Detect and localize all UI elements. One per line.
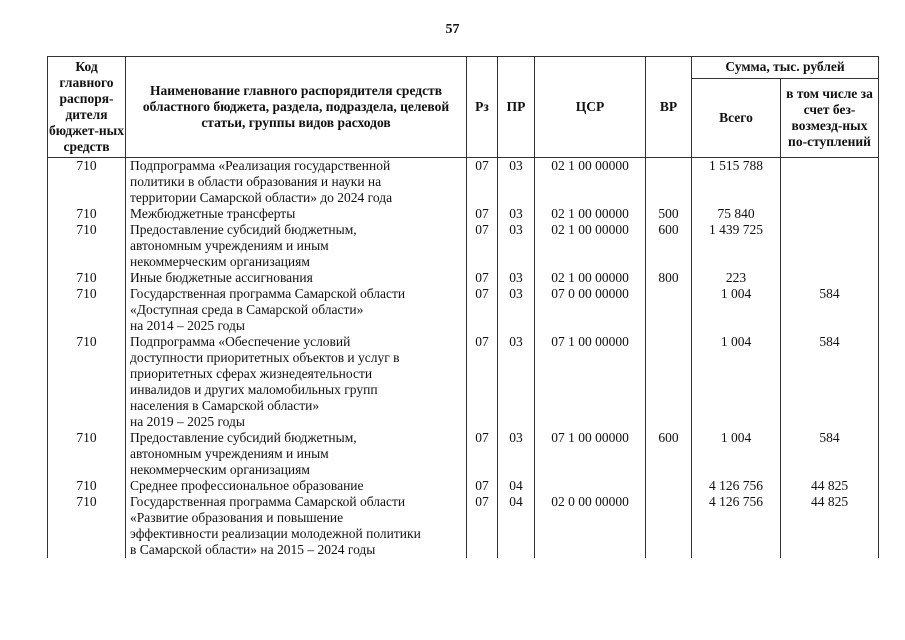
table-row <box>48 286 879 334</box>
cell-rz: 07 <box>467 222 498 270</box>
table-row <box>48 222 879 270</box>
cell-incl: 584 <box>781 430 879 478</box>
table-row <box>48 334 879 430</box>
cell-total: 1 004 <box>692 430 781 478</box>
cell-pr: 03 <box>498 334 535 430</box>
cell-name: Межбюджетные трансферты <box>126 206 467 222</box>
cell-total: 1 004 <box>692 286 781 334</box>
cell-code: 710 <box>48 334 126 430</box>
cell-vr <box>646 478 692 494</box>
cell-name: Предоставление субсидий бюджетным, автономным учреждениям и иным некоммерческим организациям <box>126 430 467 478</box>
cell-rz: 07 <box>467 158 498 207</box>
table-row <box>48 478 879 494</box>
cell-csr: 07 1 00 00000 <box>535 334 646 430</box>
cell-csr <box>535 478 646 494</box>
table-row <box>48 206 879 222</box>
cell-total: 75 840 <box>692 206 781 222</box>
cell-incl <box>781 158 879 207</box>
header-csr: ЦСР <box>535 57 646 158</box>
cell-vr: 600 <box>646 222 692 270</box>
cell-vr: 600 <box>646 430 692 478</box>
header-sum-group: Сумма, тыс. рублей <box>692 57 879 79</box>
cell-code: 710 <box>48 494 126 559</box>
header-pr: ПР <box>498 57 535 158</box>
cell-name: Подпрограмма «Обеспечение условий доступности приоритетных объектов и услуг в приоритетных сферах жизнедеятельности инвалидов и других маломобильных групп населения в Самарской области» на 2019 – 2025 годы <box>126 334 467 430</box>
cell-name: Среднее профессиональное образование <box>126 478 467 494</box>
cell-name: Иные бюджетные ассигнования <box>126 270 467 286</box>
cell-pr: 04 <box>498 494 535 559</box>
cell-rz: 07 <box>467 334 498 430</box>
cell-name: Предоставление субсидий бюджетным, автономным учреждениям и иным некоммерческим организациям <box>126 222 467 270</box>
cell-vr: 800 <box>646 270 692 286</box>
cell-total: 1 004 <box>692 334 781 430</box>
cell-total: 1 515 788 <box>692 158 781 207</box>
cell-pr: 03 <box>498 158 535 207</box>
cell-name: Государственная программа Самарской области «Доступная среда в Самарской области» на 2014 – 2025 годы <box>126 286 467 334</box>
table-row <box>48 494 879 559</box>
cell-vr <box>646 334 692 430</box>
cell-pr: 04 <box>498 478 535 494</box>
cell-csr: 02 1 00 00000 <box>535 206 646 222</box>
cell-vr <box>646 494 692 559</box>
cell-csr: 02 1 00 00000 <box>535 158 646 207</box>
cell-code: 710 <box>48 222 126 270</box>
cell-rz: 07 <box>467 478 498 494</box>
cell-incl: 44 825 <box>781 494 879 559</box>
cell-rz: 07 <box>467 270 498 286</box>
cell-total: 223 <box>692 270 781 286</box>
cell-rz: 07 <box>467 430 498 478</box>
cell-csr: 02 0 00 00000 <box>535 494 646 559</box>
cell-incl <box>781 206 879 222</box>
cell-name: Подпрограмма «Реализация государственной политики в области образования и науки на территории Самарской области» до 2024 года <box>126 158 467 207</box>
cell-incl: 584 <box>781 334 879 430</box>
cell-pr: 03 <box>498 286 535 334</box>
table-row <box>48 430 879 478</box>
cell-code: 710 <box>48 206 126 222</box>
header-rz: Рз <box>467 57 498 158</box>
cell-pr: 03 <box>498 222 535 270</box>
table-row <box>48 270 879 286</box>
cell-csr: 07 1 00 00000 <box>535 430 646 478</box>
cell-code: 710 <box>48 478 126 494</box>
cell-pr: 03 <box>498 206 535 222</box>
cell-rz: 07 <box>467 206 498 222</box>
cell-name: Государственная программа Самарской области «Развитие образования и повышение эффективности реализации молодежной политики в Самарской области» на 2015 – 2024 годы <box>126 494 467 559</box>
cell-csr: 07 0 00 00000 <box>535 286 646 334</box>
cell-incl: 584 <box>781 286 879 334</box>
cell-incl <box>781 270 879 286</box>
cell-incl: 44 825 <box>781 478 879 494</box>
cell-csr: 02 1 00 00000 <box>535 222 646 270</box>
cell-total: 4 126 756 <box>692 478 781 494</box>
cell-total: 4 126 756 <box>692 494 781 559</box>
cell-pr: 03 <box>498 270 535 286</box>
header-incl: в том числе за счет без-возмезд-ных по-ступлений <box>781 78 879 157</box>
cell-vr <box>646 286 692 334</box>
page-number: 57 <box>445 22 460 37</box>
cell-rz: 07 <box>467 286 498 334</box>
cell-code: 710 <box>48 286 126 334</box>
header-vr: ВР <box>646 57 692 158</box>
cell-code: 710 <box>48 158 126 207</box>
cell-vr: 500 <box>646 206 692 222</box>
header-code: Код главного распоря-дителя бюджет-ных средств <box>48 57 126 158</box>
cell-incl <box>781 222 879 270</box>
cell-total: 1 439 725 <box>692 222 781 270</box>
cell-rz: 07 <box>467 494 498 559</box>
table-row <box>48 158 879 207</box>
cell-csr: 02 1 00 00000 <box>535 270 646 286</box>
header-name: Наименование главного распорядителя средств областного бюджета, раздела, подраздела, целевой статьи, группы видов расходов <box>126 57 467 158</box>
budget-table <box>47 56 879 559</box>
cell-code: 710 <box>48 430 126 478</box>
cell-pr: 03 <box>498 430 535 478</box>
header-total: Всего <box>692 78 781 157</box>
cell-vr <box>646 158 692 207</box>
cell-code: 710 <box>48 270 126 286</box>
